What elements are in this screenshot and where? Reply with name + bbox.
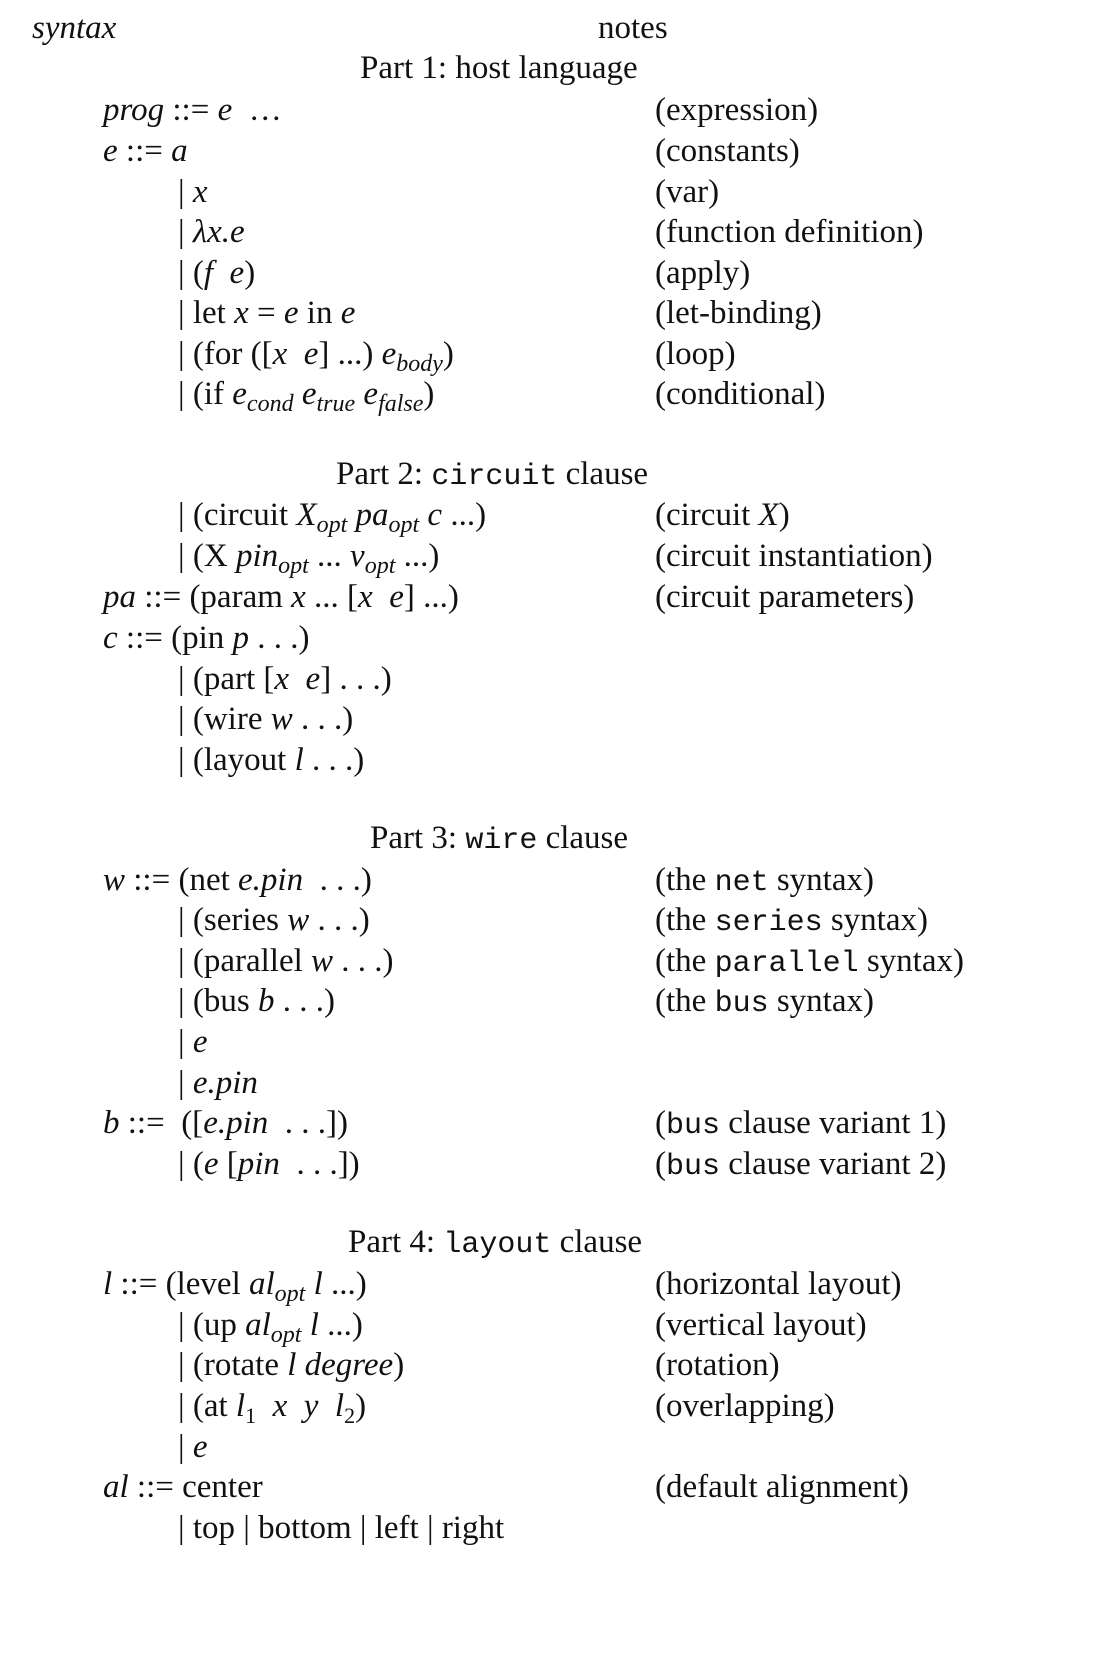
- w-alt-e: | e: [178, 1024, 208, 1060]
- b-alt-variant-2: | (e [pin . . .]): [178, 1146, 360, 1182]
- notes-column-header: notes: [598, 10, 668, 46]
- part1-heading: Part 1: host language: [360, 50, 638, 86]
- note-circuit-x: (circuit X): [655, 497, 790, 533]
- note-function-definition: (function definition): [655, 214, 924, 250]
- c-alt-part: | (part [x e] . . .): [178, 661, 392, 697]
- l-alt-rotate: | (rotate l degree): [178, 1347, 405, 1383]
- w-alt-epin: | e.pin: [178, 1065, 258, 1101]
- prog-production: prog ::= e …: [103, 92, 282, 128]
- note-bus-variant-1: (bus clause variant 1): [655, 1105, 947, 1143]
- note-series-syntax: (the series syntax): [655, 902, 928, 940]
- c-alt-layout: | (layout l . . .): [178, 742, 365, 778]
- note-overlapping: (overlapping): [655, 1388, 835, 1424]
- note-constants: (constants): [655, 133, 800, 169]
- note-loop: (loop): [655, 336, 736, 372]
- note-let-binding: (let-binding): [655, 295, 822, 331]
- note-vertical-layout: (vertical layout): [655, 1307, 867, 1343]
- c-alt-wire: | (wire w . . .): [178, 701, 354, 737]
- l-alt-at: | (at $l_1$ x y $l_2$): [178, 1388, 367, 1428]
- pa-production: pa ::= (param x ... [x e] ...): [103, 579, 459, 615]
- e-alt-var: | x: [178, 174, 208, 210]
- note-expression: (expression): [655, 92, 819, 128]
- note-circuit-parameters: (circuit parameters): [655, 579, 915, 615]
- e-alt-lambda: | λx.e: [178, 214, 245, 250]
- b-production: b ::= ([e.pin . . .]): [103, 1105, 348, 1141]
- w-alt-series: | (series w . . .): [178, 902, 370, 938]
- note-rotation: (rotation): [655, 1347, 780, 1383]
- e-alt-circuit: | (circuit $X_{opt}$ $pa_{opt}$ c ...): [178, 497, 487, 538]
- note-circuit-instantiation: (circuit instantiation): [655, 538, 933, 574]
- l-alt-e: | e: [178, 1429, 208, 1465]
- e-alt-instantiation: | (X pin$_{opt}$ ... $v_{opt}$ ...): [178, 538, 440, 579]
- note-net-syntax: (the net syntax): [655, 862, 874, 900]
- note-bus-syntax: (the bus syntax): [655, 983, 874, 1021]
- note-apply: (apply): [655, 255, 751, 291]
- w-production: w ::= (net e.pin . . .): [103, 862, 372, 898]
- part3-heading: Part 3: wire clause: [370, 820, 629, 858]
- note-var: (var): [655, 174, 720, 210]
- part2-heading: Part 2: circuit clause: [336, 456, 649, 494]
- syntax-column-header: syntax: [32, 10, 117, 46]
- e-alt-let: | let x = e in e: [178, 295, 356, 331]
- al-production: al ::= center: [103, 1469, 263, 1505]
- part4-heading: Part 4: layout clause: [348, 1224, 643, 1262]
- w-alt-bus: | (bus b . . .): [178, 983, 335, 1019]
- e-production: e ::= a: [103, 133, 188, 169]
- al-alt-options: | top | bottom | left | right: [178, 1510, 505, 1546]
- note-horizontal-layout: (horizontal layout): [655, 1266, 902, 1302]
- e-alt-for: | (for ([x e] ...) $e_{body}$): [178, 336, 454, 377]
- c-production: c ::= (pin p . . .): [103, 620, 310, 656]
- note-conditional: (conditional): [655, 376, 826, 412]
- e-alt-if: | (if $e_{cond}$ $e_{true}$ $e_{false}$): [178, 376, 435, 417]
- l-production: l ::= (level $al_{opt}$ l ...): [103, 1266, 367, 1307]
- e-alt-apply: | (f e): [178, 255, 256, 291]
- note-default-alignment: (default alignment): [655, 1469, 909, 1505]
- l-alt-up: | (up $al_{opt}$ l ...): [178, 1307, 363, 1348]
- note-bus-variant-2: (bus clause variant 2): [655, 1146, 947, 1184]
- note-parallel-syntax: (the parallel syntax): [655, 943, 964, 981]
- w-alt-parallel: | (parallel w . . .): [178, 943, 394, 979]
